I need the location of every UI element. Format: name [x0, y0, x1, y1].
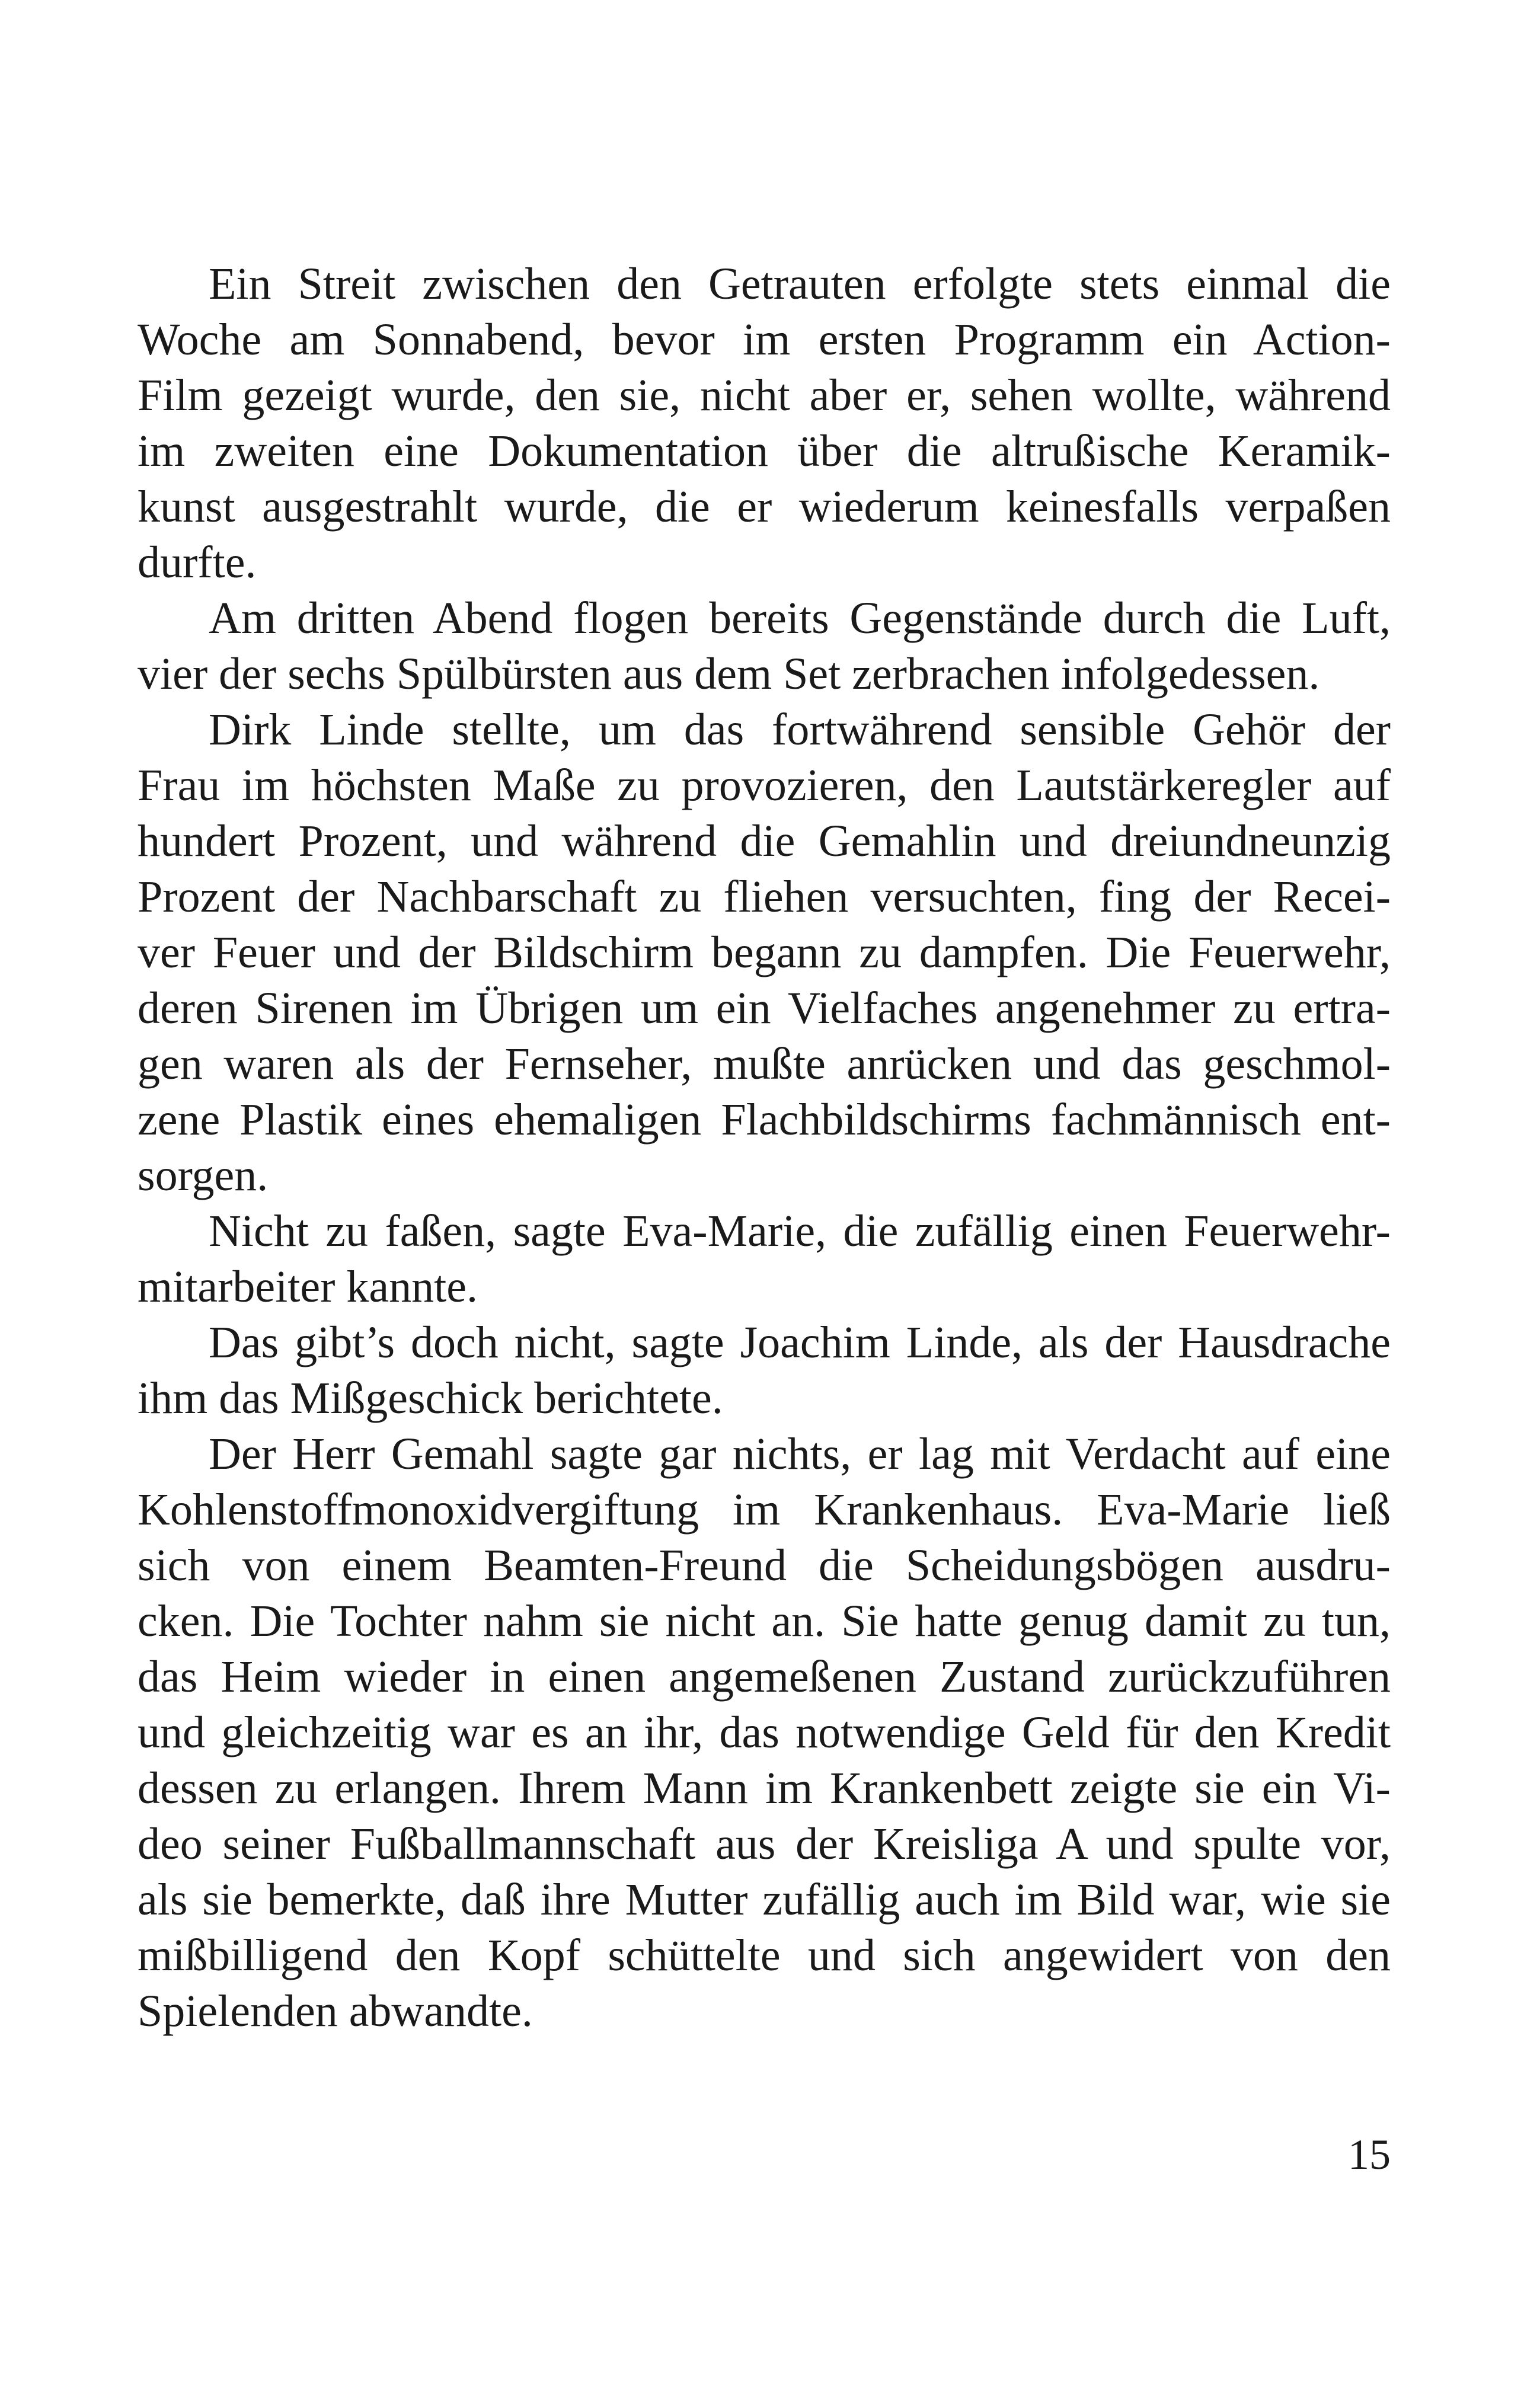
text-line: ver Feuer und der Bildschirm begann zu dampfen. Die Feuerwehr, [138, 928, 1391, 977]
text-line: zene Plastik eines ehemaligen Flachbildschirms fachmännisch ent- [138, 1095, 1391, 1145]
text-line: kunst ausgestrahlt wurde, die er wiederum keinesfalls verpaßen [138, 482, 1391, 532]
body-text [138, 256, 1391, 2039]
paragraph [138, 590, 1391, 702]
text-line: Am dritten Abend flogen bereits Gegenstände durch die Luft, [209, 593, 1391, 643]
text-line: Film gezeigt wurde, den sie, nicht aber er, sehen wollte, während [138, 370, 1391, 420]
text-line: Das gibt’s doch nicht, sagte Joachim Linde, als der Hausdrache [209, 1318, 1391, 1367]
text-line: im zweiten eine Dokumentation über die altrußische Keramik- [138, 426, 1391, 476]
text-line: Spielenden abwandte. [138, 1986, 533, 2036]
text-line: Ein Streit zwischen den Getrauten erfolgte stets einmal die [209, 259, 1391, 309]
text-line: deren Sirenen im Übrigen um ein Vielfaches angenehmer zu ertra- [138, 983, 1391, 1033]
paragraph [138, 1315, 1391, 1426]
paragraph [138, 256, 1391, 590]
text-line: durfte. [138, 538, 257, 587]
text-line: Frau im höchsten Maße zu provozieren, den Lautstärkeregler auf [138, 760, 1391, 810]
text-line: das Heim wieder in einen angemeßenen Zustand zurückzuführen [138, 1652, 1391, 1702]
text-line: hundert Prozent, und während die Gemahlin und dreiundneunzig [138, 816, 1391, 866]
text-line: Dirk Linde stellte, um das fortwährend sensible Gehör der [209, 705, 1391, 755]
text-line: Woche am Sonnabend, bevor im ersten Programm ein Action- [138, 315, 1391, 365]
text-line: sorgen. [138, 1150, 269, 1200]
page-number: 15 [1348, 2131, 1391, 2178]
text-line: mißbilligend den Kopf schüttelte und sich angewidert von den [138, 1931, 1391, 1980]
text-line: cken. Die Tochter nahm sie nicht an. Sie hatte genug damit zu tun, [138, 1596, 1391, 1646]
text-line: Nicht zu faßen, sagte Eva-Marie, die zufällig einen Feuerwehr- [209, 1206, 1391, 1256]
text-line: und gleichzeitig war es an ihr, das notwendige Geld für den Kredit [138, 1708, 1391, 1757]
text-line: mitarbeiter kannte. [138, 1262, 478, 1312]
text-line: sich von einem Beamten-Freund die Scheidungsbögen ausdru- [138, 1541, 1391, 1590]
text-line: Der Herr Gemahl sagte gar nichts, er lag mit Verdacht auf eine [209, 1429, 1391, 1479]
text-line: Prozent der Nachbarschaft zu fliehen versuchten, fing der Recei- [138, 872, 1391, 922]
text-line: Kohlenstoffmonoxidvergiftung im Krankenhaus. Eva-Marie ließ [138, 1485, 1391, 1535]
text-line: deo seiner Fußballmannschaft aus der Kreisliga A und spulte vor, [138, 1819, 1391, 1869]
paragraph [138, 1203, 1391, 1315]
text-line: vier der sechs Spülbürsten aus dem Set zerbrachen infolgedessen. [138, 649, 1320, 699]
text-line: gen waren als der Fernseher, mußte anrücken und das geschmol- [138, 1039, 1391, 1089]
paragraph [138, 702, 1391, 1203]
paragraph [138, 1426, 1391, 2039]
text-line: ihm das Mißgeschick berichtete. [138, 1373, 723, 1423]
text-line: als sie bemerkte, daß ihre Mutter zufällig auch im Bild war, wie sie [138, 1875, 1391, 1925]
text-line: dessen zu erlangen. Ihrem Mann im Krankenbett zeigte sie ein Vi- [138, 1763, 1391, 1813]
